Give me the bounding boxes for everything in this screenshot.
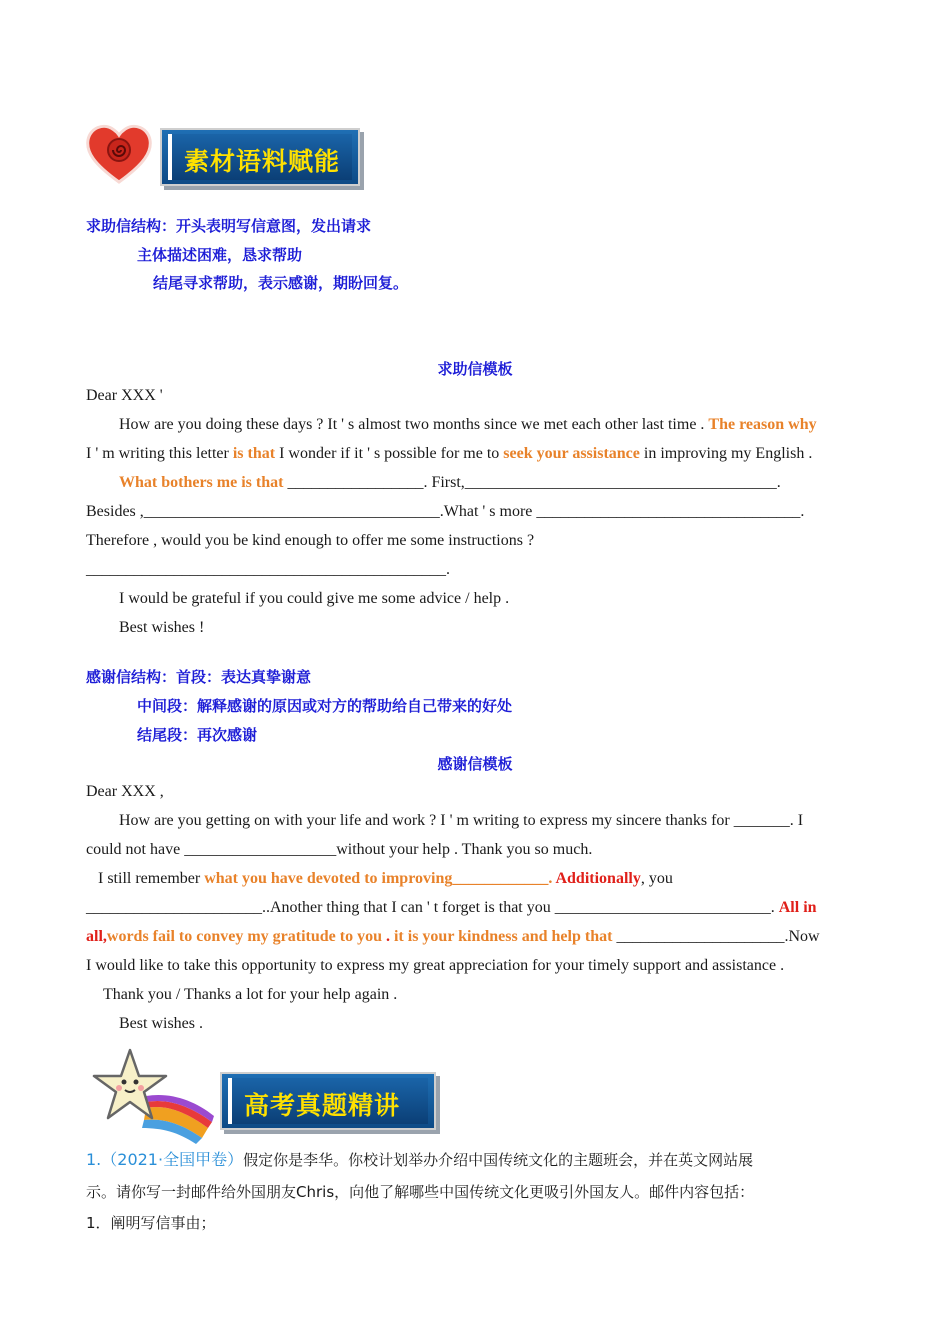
thanks-structure: 感谢信结构：首段：表达真挚谢意	[86, 668, 312, 686]
question-line1	[86, 1150, 753, 1171]
thanks-template-title: 感谢信模板	[437, 755, 513, 773]
section-banner-exam	[220, 1072, 436, 1130]
question-text: 假定你是李华。你校计划举办介绍中国传统文化的主题班会，并在英文网站展	[243, 1151, 754, 1169]
phrase-highlight: What bothers me is that	[119, 474, 284, 491]
phrase-highlight: seek your assistance	[503, 445, 640, 462]
thanks-structure-line2: 中间段：解释感谢的原因或对方的帮助给自己带来的好处	[137, 697, 513, 715]
thanks-greeting: Dear XXX ,	[86, 783, 164, 800]
question-number: 1.（2021·全国甲卷）	[86, 1150, 244, 1169]
seek-help-structure-line2: 主体描述困难，恳求帮助	[137, 246, 303, 264]
thanks-structure-line3: 结尾段：再次感谢	[137, 726, 258, 744]
text: I still remember	[98, 870, 205, 887]
text: I ' m writing this letter	[86, 445, 233, 462]
seek-help-p6: I would be grateful if you could give me some advice / help .	[119, 590, 510, 607]
thanks-p7: Best wishes .	[119, 1015, 203, 1032]
seek-help-structure-line3: 结尾寻求帮助，表示感谢，期盼回复。	[153, 274, 409, 292]
seek-help-p7: Best wishes !	[119, 619, 205, 636]
seek-help-p5: _____________________________________________.	[86, 561, 450, 578]
text: in improving my English .	[639, 445, 813, 462]
phrase-highlight-red: all,	[86, 928, 107, 945]
seek-help-p3: Besides ,_____________________________________.What ' s more _________________________________.	[86, 503, 805, 520]
phrase-highlight-red: .	[381, 928, 394, 945]
seek-help-p4: Therefore , would you be kind enough to offer me some instructions ?	[86, 532, 535, 549]
text: _________________. First,_______________________________________.	[283, 474, 781, 491]
heart-icon	[84, 122, 154, 186]
thanks-p4	[86, 927, 820, 947]
thanks-p5: I would like to take this opportunity to express my great appreciation for your timely support and assistance .	[86, 957, 785, 974]
section-title: 高考真题精讲	[244, 1091, 401, 1120]
text: ______________________..Another thing that I can ' t forget is that you ___________________________.	[86, 899, 779, 916]
thanks-p6: Thank you / Thanks a lot for your help again .	[103, 986, 398, 1003]
section-banner-materials	[160, 128, 360, 186]
seek-help-greeting: Dear XXX '	[86, 387, 163, 404]
text: How are you doing these days ? It ' s almost two months since we met each other last time .	[119, 416, 709, 433]
thanks-p3	[86, 898, 817, 918]
section-title: 素材语料赋能	[184, 147, 341, 176]
shooting-star-icon	[86, 1046, 218, 1144]
phrase-highlight: is that	[232, 445, 276, 462]
thanks-p2	[98, 869, 673, 889]
text: _____________________.Now	[612, 928, 820, 945]
text: , you	[640, 870, 673, 887]
seek-help-p1-line1	[119, 415, 817, 435]
thanks-p1-line1: How are you getting on with your life and work ? I ' m writing to express my sincere thanks for _______. I	[119, 812, 804, 829]
seek-help-template-title: 求助信模板	[437, 360, 513, 378]
thanks-p1-line2: could not have ___________________without your help . Thank you so much.	[86, 841, 593, 858]
phrase-highlight: words fail to convey my gratitude to you	[106, 928, 382, 945]
phrase-highlight-red: All in	[778, 899, 817, 916]
seek-help-p1-line2	[86, 444, 812, 464]
seek-help-p2	[119, 473, 781, 493]
seek-help-structure: 求助信结构：开头表明写信意图，发出请求	[86, 217, 372, 235]
phrase-highlight-red: Additionally	[552, 870, 641, 887]
question-item1: 1．阐明写信事由；	[86, 1214, 216, 1232]
phrase-highlight: what you have devoted to improving____________.	[204, 870, 553, 887]
phrase-highlight: it is your kindness and help that	[393, 928, 613, 945]
phrase-highlight: The reason why	[708, 416, 817, 433]
question-line2: 示。请你写一封邮件给外国朋友Chris，向他了解哪些中国传统文化更吸引外国友人。邮件内容包括：	[86, 1183, 755, 1201]
text: I wonder if it ' s possible for me to	[275, 445, 504, 462]
